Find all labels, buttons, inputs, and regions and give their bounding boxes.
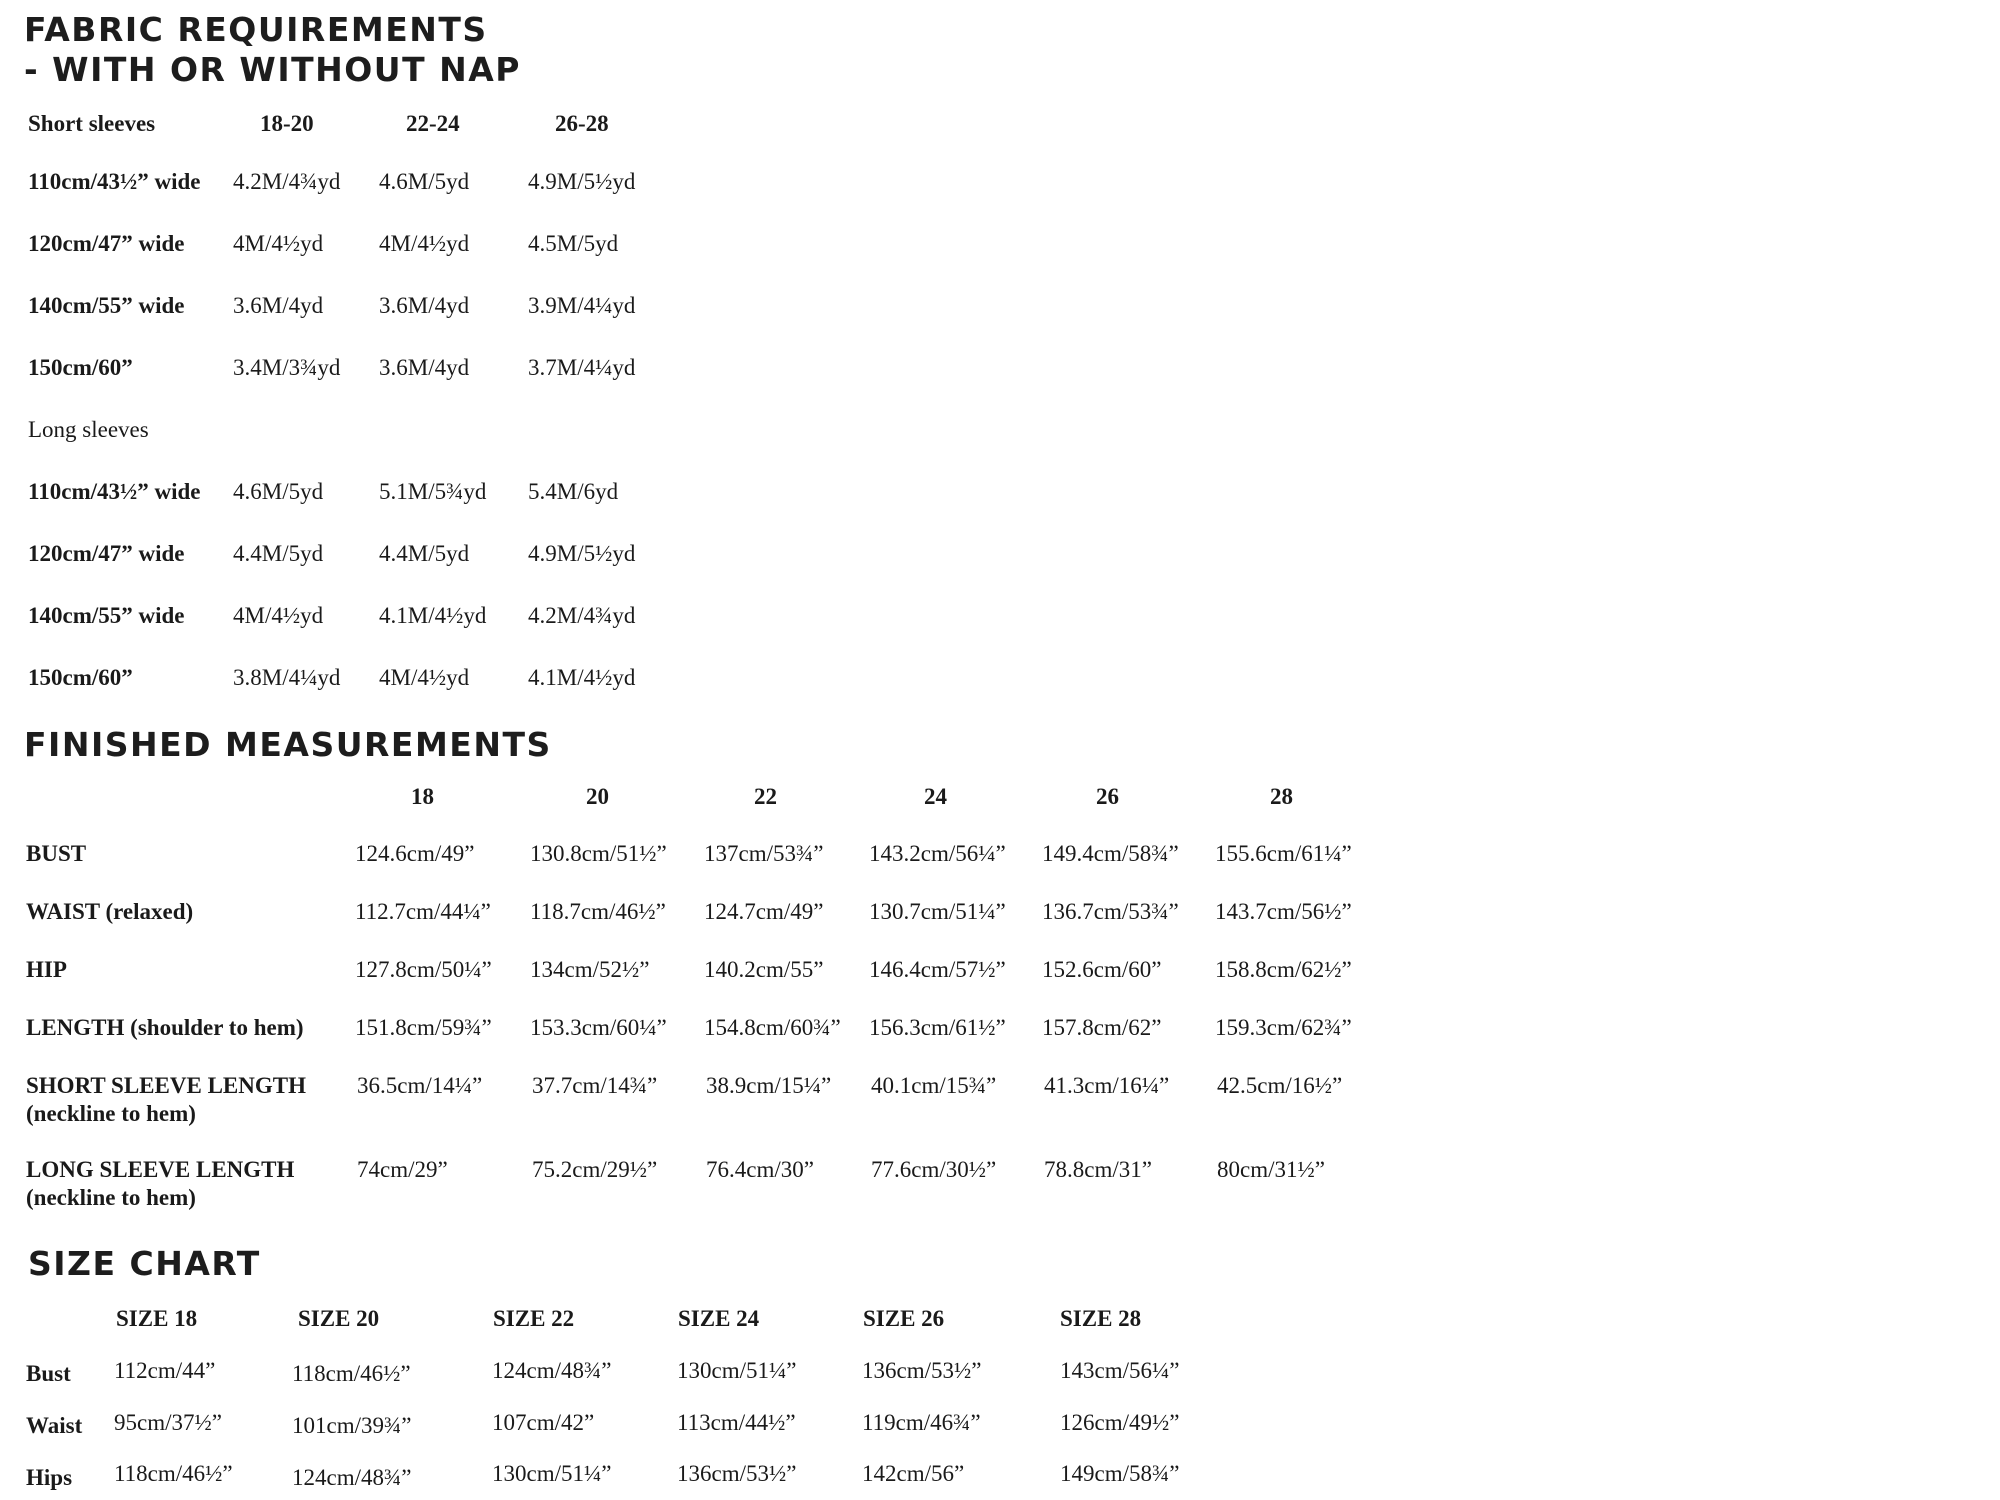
- measurement-value: 154.8cm/60¾”: [704, 1015, 841, 1040]
- fabric-width-label: 150cm/60”: [28, 665, 133, 690]
- fabric-amount: 5.4M/6yd: [528, 479, 619, 504]
- size-chart-value: 124cm/48¾”: [492, 1358, 612, 1383]
- size-chart-value: 142cm/56”: [862, 1461, 965, 1486]
- size-chart-header: SIZE 24: [678, 1306, 760, 1331]
- measurement-value: 77.6cm/30½”: [871, 1157, 997, 1182]
- measurement-value: 143.2cm/56¼”: [869, 841, 1006, 866]
- long-sleeves-label: Long sleeves: [28, 417, 149, 442]
- finished-size-header: 18: [411, 784, 434, 809]
- fabric-amount: 4M/4½yd: [233, 231, 324, 256]
- measurement-value: 136.7cm/53¾”: [1042, 899, 1179, 924]
- measurement-value: 36.5cm/14¼”: [357, 1073, 483, 1098]
- fabric-amount: 4M/4½yd: [379, 231, 470, 256]
- fabric-amount: 4.2M/4¾yd: [528, 603, 636, 628]
- measurement-value: 152.6cm/60”: [1042, 957, 1162, 982]
- fabric-amount: 4.5M/5yd: [528, 231, 619, 256]
- measurement-value: 112.7cm/44¼”: [355, 899, 491, 924]
- measurement-value: 74cm/29”: [357, 1157, 448, 1182]
- measurement-value: 118.7cm/46½”: [530, 899, 666, 924]
- measurement-value: 151.8cm/59¾”: [355, 1015, 492, 1040]
- measurement-value: 38.9cm/15¼”: [706, 1073, 832, 1098]
- measurement-value: 143.7cm/56½”: [1215, 899, 1352, 924]
- finished-measurements-heading: FINISHED MEASUREMENTS: [24, 725, 552, 764]
- fabric-amount: 3.8M/4¼yd: [233, 665, 341, 690]
- fabric-amount: 4.2M/4¾yd: [233, 169, 341, 194]
- fabric-amount: 3.9M/4¼yd: [528, 293, 636, 318]
- fabric-requirements-heading: [24, 10, 521, 90]
- measurement-label: [26, 1072, 306, 1128]
- fabric-heading-line2: - WITH OR WITHOUT NAP: [24, 50, 521, 89]
- size-chart-heading: SIZE CHART: [28, 1244, 261, 1283]
- measurement-value: 137cm/53¾”: [704, 841, 824, 866]
- fabric-width-label: 120cm/47” wide: [28, 541, 185, 566]
- measurement-value: 140.2cm/55”: [704, 957, 824, 982]
- measurement-value: 124.7cm/49”: [704, 899, 824, 924]
- size-chart-value: 95cm/37½”: [114, 1410, 222, 1435]
- finished-size-header: 28: [1270, 784, 1293, 809]
- measurement-value: 127.8cm/50¼”: [355, 957, 492, 982]
- fabric-amount: 4.9M/5½yd: [528, 169, 636, 194]
- measurement-value: 149.4cm/58¾”: [1042, 841, 1179, 866]
- fabric-amount: 4.9M/5½yd: [528, 541, 636, 566]
- finished-size-header: 22: [754, 784, 777, 809]
- measurement-value: 156.3cm/61½”: [869, 1015, 1006, 1040]
- size-chart-header: SIZE 28: [1060, 1306, 1142, 1331]
- fabric-width-label: 140cm/55” wide: [28, 293, 185, 318]
- fabric-amount: 4.4M/5yd: [233, 541, 324, 566]
- fabric-amount: 4.6M/5yd: [233, 479, 324, 504]
- size-chart-row-label: Waist: [26, 1413, 83, 1438]
- measurement-value: 134cm/52½”: [530, 957, 650, 982]
- measurement-value: 78.8cm/31”: [1044, 1157, 1152, 1182]
- measurement-label: WAIST (relaxed): [26, 899, 194, 924]
- fabric-width-label: 110cm/43½” wide: [28, 479, 201, 504]
- fabric-width-label: 110cm/43½” wide: [28, 169, 201, 194]
- fabric-size-header: 26-28: [555, 111, 609, 136]
- fabric-amount: 4.4M/5yd: [379, 541, 470, 566]
- measurement-value: 40.1cm/15¾”: [871, 1073, 997, 1098]
- fabric-amount: 5.1M/5¾yd: [379, 479, 487, 504]
- fabric-heading-line1: FABRIC REQUIREMENTS: [24, 10, 488, 49]
- fabric-amount: 3.6M/4yd: [233, 293, 324, 318]
- measurement-value: 153.3cm/60¼”: [530, 1015, 667, 1040]
- size-chart-value: 126cm/49½”: [1060, 1410, 1180, 1435]
- fabric-amount: 4M/4½yd: [379, 665, 470, 690]
- size-chart-header: SIZE 26: [863, 1306, 945, 1331]
- size-chart-value: 130cm/51¼”: [677, 1358, 797, 1383]
- measurement-label: LENGTH (shoulder to hem): [26, 1015, 304, 1040]
- size-chart-value: 149cm/58¾”: [1060, 1461, 1180, 1486]
- fabric-width-label: 150cm/60”: [28, 355, 133, 380]
- fabric-amount: 4.1M/4½yd: [379, 603, 487, 628]
- size-chart-header: SIZE 22: [493, 1306, 575, 1331]
- fabric-amount: 3.6M/4yd: [379, 293, 470, 318]
- measurement-value: 157.8cm/62”: [1042, 1015, 1162, 1040]
- fabric-amount: 4.6M/5yd: [379, 169, 470, 194]
- fabric-width-label: 140cm/55” wide: [28, 603, 185, 628]
- measurement-value: 75.2cm/29½”: [532, 1157, 658, 1182]
- size-chart-row-label: Hips: [26, 1465, 73, 1490]
- size-chart-value: 136cm/53½”: [862, 1358, 982, 1383]
- measurement-label-note: (neckline to hem): [26, 1185, 196, 1210]
- measurement-value: 42.5cm/16½”: [1217, 1073, 1343, 1098]
- size-chart-value: 124cm/48¾”: [292, 1465, 412, 1490]
- size-chart-header: SIZE 20: [298, 1306, 380, 1331]
- finished-size-header: 20: [586, 784, 609, 809]
- measurement-value: 41.3cm/16¼”: [1044, 1073, 1170, 1098]
- measurement-value: 80cm/31½”: [1217, 1157, 1325, 1182]
- measurement-label: HIP: [26, 957, 67, 982]
- short-sleeves-label: Short sleeves: [28, 111, 156, 136]
- measurement-value: 159.3cm/62¾”: [1215, 1015, 1352, 1040]
- measurement-label: BUST: [26, 841, 87, 866]
- measurement-value: 76.4cm/30”: [706, 1157, 814, 1182]
- size-chart-value: 118cm/46½”: [114, 1461, 233, 1486]
- fabric-width-label: 120cm/47” wide: [28, 231, 185, 256]
- size-chart-value: 113cm/44½”: [677, 1410, 796, 1435]
- size-chart-value: 143cm/56¼”: [1060, 1358, 1180, 1383]
- size-chart-value: 130cm/51¼”: [492, 1461, 612, 1486]
- fabric-amount: 3.4M/3¾yd: [233, 355, 341, 380]
- measurement-label-main: LONG SLEEVE LENGTH: [26, 1157, 295, 1182]
- measurement-label-note: (neckline to hem): [26, 1101, 196, 1126]
- measurement-value: 124.6cm/49”: [355, 841, 475, 866]
- finished-size-header: 26: [1096, 784, 1119, 809]
- size-chart-value: 118cm/46½”: [292, 1361, 411, 1386]
- measurement-value: 158.8cm/62½”: [1215, 957, 1352, 982]
- fabric-size-header: 18-20: [260, 111, 314, 136]
- measurement-value: 37.7cm/14¾”: [532, 1073, 658, 1098]
- measurement-label: [26, 1156, 294, 1212]
- size-chart-value: 107cm/42”: [492, 1410, 595, 1435]
- fabric-amount: 4M/4½yd: [233, 603, 324, 628]
- size-chart-value: 136cm/53½”: [677, 1461, 797, 1486]
- size-chart-value: 119cm/46¾”: [862, 1410, 981, 1435]
- fabric-amount: 3.7M/4¼yd: [528, 355, 636, 380]
- fabric-amount: 3.6M/4yd: [379, 355, 470, 380]
- measurement-label-main: SHORT SLEEVE LENGTH: [26, 1073, 306, 1098]
- fabric-amount: 4.1M/4½yd: [528, 665, 636, 690]
- finished-size-header: 24: [924, 784, 947, 809]
- measurement-value: 130.8cm/51½”: [530, 841, 667, 866]
- measurement-value: 146.4cm/57½”: [869, 957, 1006, 982]
- size-chart-row-label: Bust: [26, 1361, 71, 1386]
- size-chart-value: 112cm/44”: [114, 1358, 216, 1383]
- fabric-size-header: 22-24: [406, 111, 460, 136]
- measurement-value: 155.6cm/61¼”: [1215, 841, 1352, 866]
- size-chart-value: 101cm/39¾”: [292, 1413, 412, 1438]
- size-chart-header: SIZE 18: [116, 1306, 198, 1331]
- measurement-value: 130.7cm/51¼”: [869, 899, 1006, 924]
